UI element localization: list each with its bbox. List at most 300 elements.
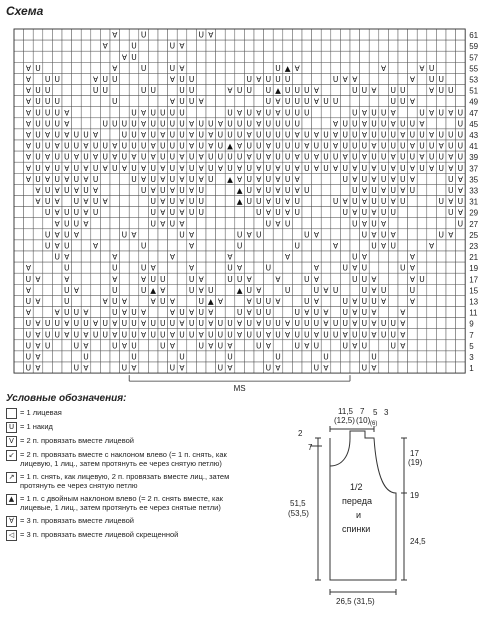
chart-cell: [43, 251, 53, 262]
chart-symbol: ∀: [390, 108, 396, 118]
chart-cell: [72, 351, 82, 362]
chart-cell: [436, 29, 446, 40]
chart-symbol: ∀: [83, 363, 89, 373]
chart-symbol: U: [131, 141, 137, 151]
chart-cell: [206, 40, 216, 51]
chart-symbol: U: [457, 141, 464, 151]
chart-symbol: U: [217, 341, 224, 351]
chart-symbol: ∀: [448, 197, 454, 207]
chart-cell: [129, 240, 139, 251]
chart-cell: [158, 251, 168, 262]
chart-cell: [216, 40, 226, 51]
chart-cell: [235, 29, 245, 40]
chart-symbol: ∀: [352, 297, 358, 306]
chart-cell: [206, 73, 216, 84]
chart-symbol: U: [92, 141, 99, 151]
chart-cell: [24, 229, 34, 240]
chart-symbol: ∀: [73, 285, 79, 295]
chart-cell: [158, 51, 168, 62]
chart-cell: [398, 40, 408, 51]
chart-symbol: ∀: [381, 186, 387, 195]
chart-symbol: U: [83, 352, 89, 362]
chart-cell: [81, 295, 91, 306]
chart-cell: [398, 351, 408, 362]
chart-symbol: ∀: [381, 63, 387, 73]
chart-symbol: U: [64, 263, 70, 273]
chart-cell: [196, 73, 206, 84]
chart-symbol: U: [44, 97, 51, 107]
chart-cell: [129, 73, 139, 84]
chart-symbol: U: [112, 163, 118, 173]
chart-symbol: ∀: [169, 252, 175, 262]
chart-cell: [331, 295, 341, 306]
chart-symbol: U: [188, 163, 195, 173]
row-number: 9: [469, 319, 474, 329]
chart-cell: [100, 351, 110, 362]
chart-symbol: ∀: [35, 341, 41, 351]
chart-symbol: ∀: [371, 141, 377, 151]
chart-cell: [235, 73, 245, 84]
chart-symbol: U: [361, 230, 368, 240]
chart-symbol: ∀: [256, 285, 262, 295]
chart-cell: [321, 29, 331, 40]
chart-cell: [331, 51, 341, 62]
chart-symbol: U: [284, 75, 291, 84]
chart-cell: [187, 107, 197, 118]
chart-cell: [81, 29, 91, 40]
chart-symbol: U: [73, 319, 80, 329]
chart-cell: [14, 207, 24, 218]
chart-cell: [43, 284, 53, 295]
chart-cell: [436, 207, 446, 218]
chart-cell: [100, 173, 110, 184]
chart-symbol: U: [131, 52, 137, 62]
chart-symbol: ∀: [179, 363, 185, 373]
chart-symbol: U: [409, 152, 416, 162]
chart-cell: [81, 40, 91, 51]
chart-symbol: ∀: [121, 52, 127, 62]
chart-cell: [62, 51, 72, 62]
chart-cell: [148, 351, 158, 362]
chart-cell: [273, 262, 283, 273]
chart-cell: [14, 140, 24, 151]
chart-cell: [436, 362, 446, 373]
chart-symbol: ∀: [333, 241, 339, 251]
chart-cell: [340, 229, 350, 240]
chart-cell: [148, 29, 158, 40]
chart-cell: [14, 262, 24, 273]
chart-symbol: U: [150, 163, 156, 173]
row-number: 47: [469, 108, 479, 118]
chart-cell: [244, 240, 254, 251]
chart-symbol: U: [35, 174, 41, 184]
chart-symbol: U: [188, 75, 195, 84]
chart-cell: [331, 218, 341, 229]
chart-symbol: ∀: [371, 308, 377, 318]
chart-symbol: U: [352, 219, 358, 229]
chart-symbol: ∀: [409, 174, 415, 184]
chart-symbol: U: [304, 97, 310, 107]
row-number: 5: [469, 341, 474, 351]
chart-symbol: U: [25, 330, 32, 340]
chart-cell: [340, 273, 350, 284]
chart-symbol: ∀: [141, 274, 147, 284]
chart-cell: [292, 295, 302, 306]
chart-cell: [408, 40, 418, 51]
chart-symbol: ∀: [265, 341, 271, 351]
chart-cell: [52, 262, 62, 273]
chart-symbol: ∀: [35, 186, 41, 195]
chart-symbol: ∀: [179, 319, 185, 329]
chart-cell: [206, 62, 216, 73]
chart-cell: [292, 218, 302, 229]
chart-cell: [417, 351, 427, 362]
chart-cell: [331, 40, 341, 51]
chart-symbol: ∀: [429, 163, 435, 173]
chart-cell: [408, 329, 418, 340]
chart-symbol: U: [390, 141, 396, 151]
chart-symbol: U: [380, 152, 387, 162]
chart-cell: [216, 29, 226, 40]
chart-cell: [72, 40, 82, 51]
chart-symbol: U: [275, 141, 281, 151]
chart-cell: [417, 329, 427, 340]
chart-symbol: U: [208, 163, 214, 173]
chart-symbol: U: [35, 130, 41, 140]
chart-symbol: ∀: [237, 319, 243, 329]
chart-symbol: U: [73, 163, 80, 173]
chart-cell: [139, 340, 149, 351]
chart-cell: [417, 318, 427, 329]
chart-symbol: U: [188, 330, 195, 340]
chart-symbol: U: [294, 86, 300, 96]
chart-symbol: ∀: [361, 197, 367, 207]
chart-cell: [81, 85, 91, 96]
chart-cell: [14, 85, 24, 96]
chart-symbol: ∀: [294, 163, 300, 173]
chart-symbol: U: [112, 263, 118, 273]
chart-cell: [283, 351, 293, 362]
chart-cell: [120, 207, 130, 218]
chart-cell: [120, 40, 130, 51]
chart-cell: [456, 318, 466, 329]
chart-symbol: ∀: [73, 186, 79, 195]
chart-symbol: ∀: [342, 152, 348, 162]
chart-cell: [292, 284, 302, 295]
chart-cell: [148, 96, 158, 107]
chart-symbol: ∀: [169, 341, 175, 351]
chart-cell: [177, 262, 187, 273]
chart-cell: [292, 273, 302, 284]
chart-symbol: ∀: [294, 174, 300, 184]
chart-cell: [321, 51, 331, 62]
chart-symbol: U: [438, 130, 444, 140]
chart-symbol: U: [54, 319, 60, 329]
chart-symbol: ∀: [102, 163, 108, 173]
chart-symbol: U: [428, 75, 435, 84]
chart-cell: [177, 295, 187, 306]
chart-symbol: U: [332, 330, 339, 340]
chart-symbol: U: [54, 152, 60, 162]
chart-symbol: U: [140, 152, 147, 162]
chart-symbol: U: [92, 197, 99, 207]
chart-symbol: U: [121, 141, 128, 151]
chart-symbol: U: [323, 352, 329, 362]
chart-symbol: U: [361, 341, 368, 351]
chart-symbol: ∀: [35, 297, 41, 306]
chart-cell: [110, 207, 120, 218]
chart-cell: [14, 184, 24, 195]
chart-cell: [216, 207, 226, 218]
chart-cell: [110, 218, 120, 229]
chart-symbol: U: [304, 186, 310, 195]
chart-symbol: U: [323, 141, 329, 151]
chart-symbol: U: [25, 341, 32, 351]
chart-symbol: U: [169, 41, 176, 51]
chart-symbol: ∀: [256, 174, 262, 184]
chart-symbol: U: [380, 319, 387, 329]
chart-symbol: U: [198, 341, 204, 351]
chart-symbol: U: [428, 141, 435, 151]
chart-cell: [91, 107, 101, 118]
chart-symbol: U: [35, 97, 41, 107]
chart-cell: [225, 207, 235, 218]
chart-symbol: U: [169, 130, 176, 140]
chart-cell: [206, 262, 216, 273]
legend-text: = 1 накид: [20, 421, 53, 431]
chart-symbol: ∀: [409, 252, 415, 262]
chart-symbol: U: [457, 163, 464, 173]
chart-symbol: U: [304, 130, 310, 140]
chart-symbol: U: [323, 330, 329, 340]
chart-symbol: U: [25, 319, 32, 329]
chart-cell: [206, 229, 216, 240]
chart-cell: [225, 96, 235, 107]
chart-symbol: U: [64, 241, 70, 251]
chart-symbol: U: [188, 208, 195, 218]
chart-cell: [312, 218, 322, 229]
chart-symbol: ∀: [83, 219, 89, 229]
chart-cell: [43, 51, 53, 62]
chart-symbol: ∀: [83, 341, 89, 351]
chart-cell: [139, 96, 149, 107]
chart-symbol: ∀: [160, 219, 166, 229]
chart-cell: [446, 118, 456, 129]
chart-symbol: ∀: [102, 41, 108, 51]
chart-cell: [139, 196, 149, 207]
chart-cell: [436, 62, 446, 73]
chart-cell: [388, 62, 398, 73]
chart-symbol: U: [256, 141, 262, 151]
chart-cell: [408, 85, 418, 96]
chart-cell: [427, 173, 437, 184]
chart-symbol: ∀: [25, 152, 31, 162]
chart-symbol: U: [448, 141, 454, 151]
chart-cell: [43, 40, 53, 51]
chart-symbol: U: [265, 219, 272, 229]
chart-symbol: U: [265, 363, 272, 373]
row-number: 19: [469, 264, 479, 274]
chart-cell: [292, 40, 302, 51]
ms-label: MS: [233, 384, 246, 392]
chart-cell: [206, 218, 216, 229]
chart-cell: [14, 29, 24, 40]
chart-cell: [129, 184, 139, 195]
chart-symbol: U: [284, 119, 291, 129]
chart-cell: [446, 362, 456, 373]
chart-symbol: ∀: [189, 263, 195, 273]
chart-symbol: U: [198, 119, 204, 129]
chart-cell: [100, 273, 110, 284]
chart-cell: [33, 207, 43, 218]
chart-cell: [360, 240, 370, 251]
chart-symbol: U: [35, 163, 41, 173]
chart-cell: [235, 340, 245, 351]
chart-cell: [340, 184, 350, 195]
dim-top-left-alt: (12,5): [334, 416, 355, 425]
chart-cell: [91, 218, 101, 229]
legend-symbol-icon: ↗: [6, 472, 17, 483]
chart-symbol: ∀: [150, 141, 156, 151]
chart-cell: [417, 184, 427, 195]
chart-symbol: ∀: [25, 86, 31, 96]
chart-symbol: U: [361, 330, 368, 340]
chart-symbol: ∀: [141, 319, 147, 329]
chart-symbol: U: [131, 308, 137, 318]
chart-symbol: ∀: [179, 208, 185, 218]
chart-cell: [244, 251, 254, 262]
chart-cell: [216, 85, 226, 96]
chart-symbol: ∀: [35, 197, 41, 207]
chart-cell: [216, 73, 226, 84]
chart-symbol: ∀: [121, 308, 127, 318]
chart-symbol: U: [438, 152, 444, 162]
chart-cell: [350, 62, 360, 73]
chart-symbol: U: [361, 297, 368, 306]
chart-symbol: U: [131, 330, 137, 340]
chart-symbol: U: [246, 86, 252, 96]
chart-symbol: U: [160, 108, 166, 118]
chart-cell: [62, 340, 72, 351]
chart-symbol: U: [304, 297, 310, 306]
chart-symbol: ∀: [25, 97, 31, 107]
chart-symbol: U: [457, 108, 464, 118]
chart-symbol: U: [332, 152, 339, 162]
chart-symbol: U: [73, 363, 80, 373]
chart-cell: [81, 96, 91, 107]
chart-cell: [417, 40, 427, 51]
chart-symbol: U: [275, 197, 281, 207]
chart-symbol: U: [73, 197, 80, 207]
chart-cell: [52, 351, 62, 362]
chart-symbol: ∀: [361, 186, 367, 195]
chart-cell: [350, 240, 360, 251]
chart-symbol: ∀: [371, 208, 377, 218]
chart-symbol: ∀: [265, 197, 271, 207]
chart-cell: [417, 173, 427, 184]
chart-symbol: U: [64, 152, 70, 162]
chart-symbol: U: [294, 197, 300, 207]
chart-cell: [388, 73, 398, 84]
chart-cell: [110, 107, 120, 118]
chart-symbol: ∀: [160, 174, 166, 184]
chart-symbol: U: [179, 141, 185, 151]
chart-symbol: U: [44, 241, 51, 251]
chart-cell: [427, 351, 437, 362]
chart-symbol: ▲: [150, 285, 157, 295]
chart-symbol: U: [54, 75, 60, 84]
chart-cell: [340, 51, 350, 62]
chart-cell: [321, 118, 331, 129]
row-number: 23: [469, 242, 479, 251]
chart-cell: [14, 218, 24, 229]
chart-symbol: U: [160, 119, 166, 129]
chart-symbol: U: [92, 86, 99, 96]
chart-symbol: ∀: [361, 119, 367, 129]
chart-symbol: U: [227, 274, 233, 284]
chart-symbol: U: [342, 174, 348, 184]
chart-cell: [139, 73, 149, 84]
chart-symbol: U: [284, 130, 291, 140]
chart-cell: [24, 207, 34, 218]
chart-symbol: U: [73, 141, 80, 151]
chart-symbol: ∀: [227, 86, 233, 96]
chart-symbol: ∀: [275, 297, 281, 306]
chart-symbol: ∀: [189, 186, 195, 195]
dim-top-mid: 7: [360, 407, 365, 416]
chart-cell: [331, 107, 341, 118]
chart-symbol: ∀: [275, 219, 281, 229]
chart-cell: [100, 96, 110, 107]
chart-symbol: U: [54, 119, 60, 129]
chart-cell: [340, 62, 350, 73]
chart-symbol: ∀: [25, 174, 31, 184]
chart-symbol: U: [265, 308, 272, 318]
chart-symbol: ∀: [457, 208, 463, 218]
chart-cell: [177, 251, 187, 262]
chart-cell: [302, 51, 312, 62]
chart-cell: [388, 29, 398, 40]
chart-symbol: ∀: [237, 108, 243, 118]
chart-symbol: U: [294, 208, 300, 218]
chart-cell: [110, 85, 120, 96]
chart-cell: [321, 251, 331, 262]
chart-cell: [302, 251, 312, 262]
chart-cell: [187, 251, 197, 262]
chart-cell: [456, 29, 466, 40]
chart-symbol: ∀: [198, 97, 204, 107]
chart-symbol: ∀: [141, 330, 147, 340]
chart-cell: [283, 240, 293, 251]
chart-symbol: U: [140, 285, 147, 295]
chart-symbol: U: [284, 163, 291, 173]
chart-symbol: U: [246, 163, 252, 173]
chart-cell: [340, 85, 350, 96]
chart-cell: [52, 362, 62, 373]
chart-cell: [456, 62, 466, 73]
chart-cell: [120, 240, 130, 251]
chart-cell: [216, 229, 226, 240]
chart-cell: [100, 262, 110, 273]
chart-cell: [110, 351, 120, 362]
chart-symbol: U: [64, 230, 70, 240]
chart-cell: [388, 351, 398, 362]
chart-symbol: U: [294, 141, 300, 151]
chart-cell: [129, 29, 139, 40]
chart-symbol: U: [448, 130, 454, 140]
chart-cell: [369, 29, 379, 40]
chart-symbol: ∀: [150, 297, 156, 306]
